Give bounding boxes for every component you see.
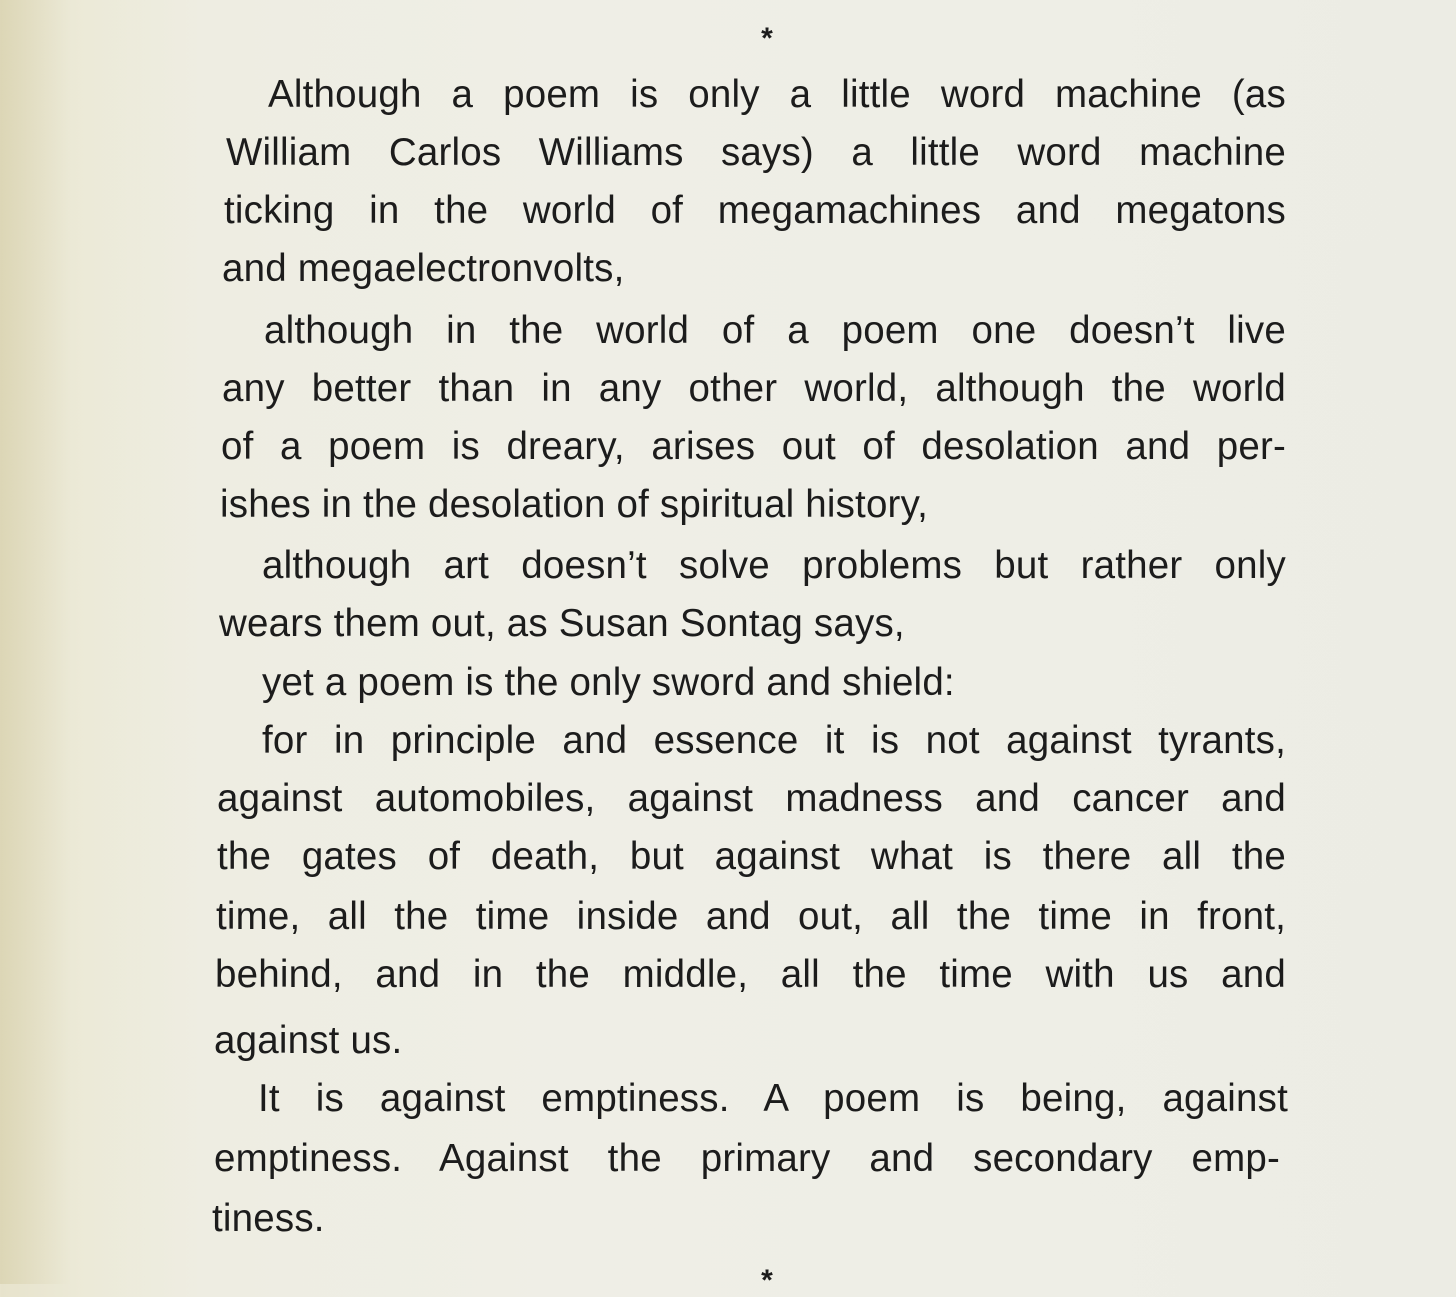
section-separator-bottom: * [761,1264,773,1297]
text-line: time, all the time inside and out, all the time in front, [216,895,1286,938]
text-line: Although a poem is only a little word machine (as [268,73,1286,116]
section-separator-top: * [761,22,773,55]
text-line: although in the world of a poem one doesn’t live [264,309,1286,352]
text-line: for in principle and essence it is not against tyrants, [262,719,1286,762]
text-line: ticking in the world of megamachines and megatons [224,189,1286,232]
text-line: the gates of death, but against what is there all the [217,835,1286,878]
page-gutter-shadow [0,0,70,1284]
text-line: of a poem is dreary, arises out of desolation and per- [221,425,1286,468]
text-line: emptiness. Against the primary and secondary emp- [214,1137,1280,1180]
text-line: tiness. [212,1197,325,1240]
text-line: although art doesn’t solve problems but rather only [262,544,1286,587]
text-line: ishes in the desolation of spiritual history, [220,483,929,526]
text-line: William Carlos Williams says) a little word machine [226,131,1286,174]
text-line: any better than in any other world, although the world [222,367,1286,410]
text-line: and megaelectronvolts, [222,247,625,290]
text-line: wears them out, as Susan Sontag says, [219,602,905,645]
text-line: It is against emptiness. A poem is being, against [258,1077,1288,1120]
text-line: against us. [214,1019,403,1062]
text-line: behind, and in the middle, all the time with us and [215,953,1286,996]
text-line: against automobiles, against madness and cancer and [217,777,1286,820]
text-line: yet a poem is the only sword and shield: [262,661,955,704]
